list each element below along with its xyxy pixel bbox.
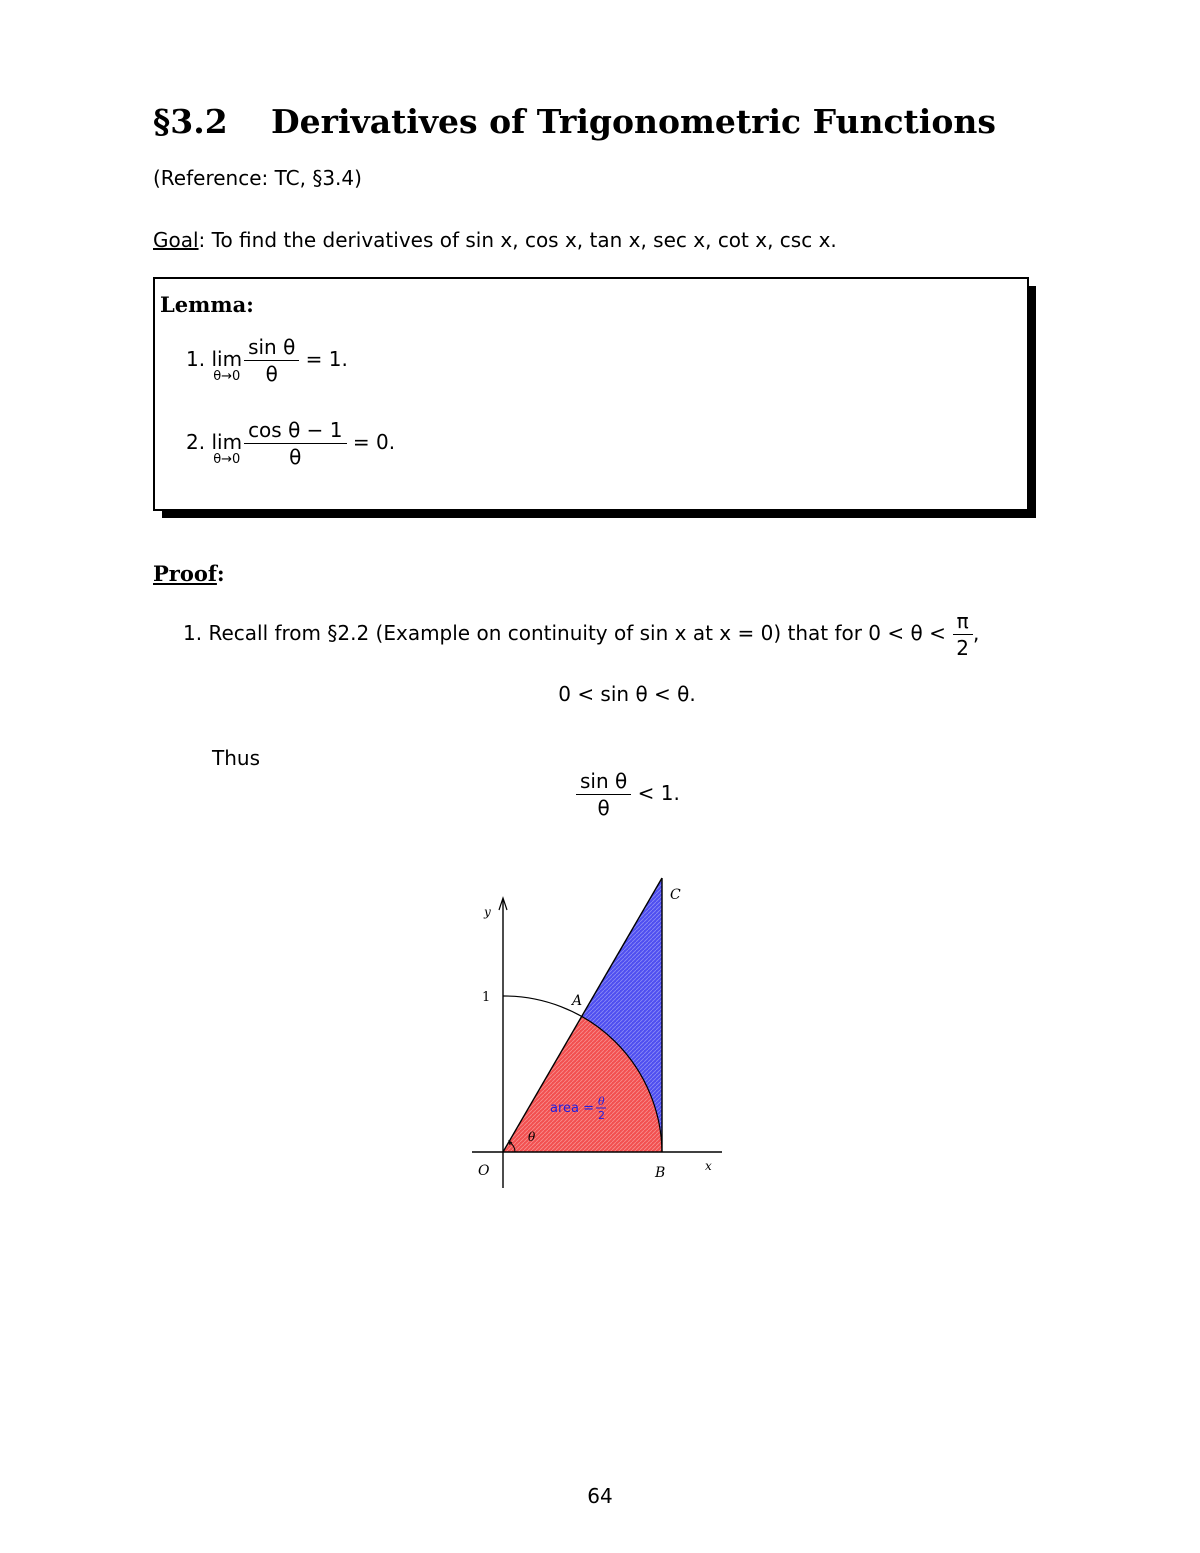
proof-item-end: ,	[972, 621, 980, 645]
proof-item-text: Recall from §2.2 (Example on continuity of sin x at x = 0) that for 0 < θ <	[208, 621, 946, 645]
fraction-denominator: θ	[289, 445, 302, 469]
fraction	[244, 419, 346, 468]
label-one: 1	[482, 990, 491, 1005]
proof-label: Proof	[153, 561, 217, 586]
fraction-denominator: 2	[956, 636, 969, 660]
lim-subscript: θ→0	[213, 452, 241, 467]
fraction-numerator: sin θ	[576, 770, 631, 795]
proof-heading	[153, 561, 225, 586]
lemma-box	[153, 277, 1029, 511]
lim-text: lim	[211, 430, 243, 454]
area-numerator: θ	[598, 1095, 605, 1108]
display-ratio	[576, 770, 680, 819]
label-O: O	[478, 1163, 490, 1179]
fraction-numerator: π	[953, 610, 973, 635]
fraction-denominator: θ	[597, 796, 610, 820]
lemma-item-2	[186, 419, 395, 468]
section-heading	[153, 102, 996, 141]
section-title: Derivatives of Trigonometric Functions	[271, 102, 996, 141]
lemma-title: Lemma:	[160, 292, 254, 317]
lim-subscript: θ→0	[213, 369, 241, 384]
label-y: y	[484, 905, 491, 919]
reference-line: (Reference: TC, §3.4)	[153, 166, 362, 190]
page-number: 64	[587, 1484, 613, 1508]
limit-operator	[211, 338, 242, 383]
fraction-numerator: sin θ	[244, 336, 299, 361]
lemma-item-1	[186, 336, 348, 385]
goal-label: Goal	[153, 228, 199, 252]
goal-text: : To find the derivatives of sin x, cos x, tan x, sec x, cot x, csc x.	[198, 228, 837, 252]
ratio-result: < 1.	[637, 781, 680, 805]
label-A: A	[572, 993, 583, 1009]
fraction	[244, 336, 299, 385]
proof-item-1	[183, 610, 979, 659]
fraction-numerator: cos θ − 1	[244, 419, 346, 444]
thus-text: Thus	[212, 746, 260, 770]
lemma-item-number: 2.	[186, 430, 206, 454]
area-denominator: 2	[598, 1109, 605, 1122]
section-number: §3.2	[153, 102, 228, 141]
display-inequality: 0 < sin θ < θ.	[558, 682, 696, 706]
unit-circle-figure	[460, 870, 730, 1190]
fraction-denominator: θ	[265, 362, 278, 386]
fraction	[576, 770, 631, 819]
goal-line	[153, 228, 837, 252]
label-B: B	[655, 1165, 666, 1181]
proof-colon: :	[216, 561, 225, 586]
lim-text: lim	[211, 347, 243, 371]
label-C: C	[670, 887, 681, 903]
lemma-result: = 1.	[305, 347, 348, 371]
label-theta: θ	[528, 1130, 536, 1144]
label-x: x	[705, 1159, 712, 1173]
fraction	[952, 610, 973, 659]
lemma-result: = 0.	[352, 430, 396, 454]
proof-item-number: 1.	[183, 621, 203, 645]
limit-operator	[211, 421, 242, 466]
lemma-item-number: 1.	[186, 347, 206, 371]
area-label: area =	[550, 1101, 595, 1116]
